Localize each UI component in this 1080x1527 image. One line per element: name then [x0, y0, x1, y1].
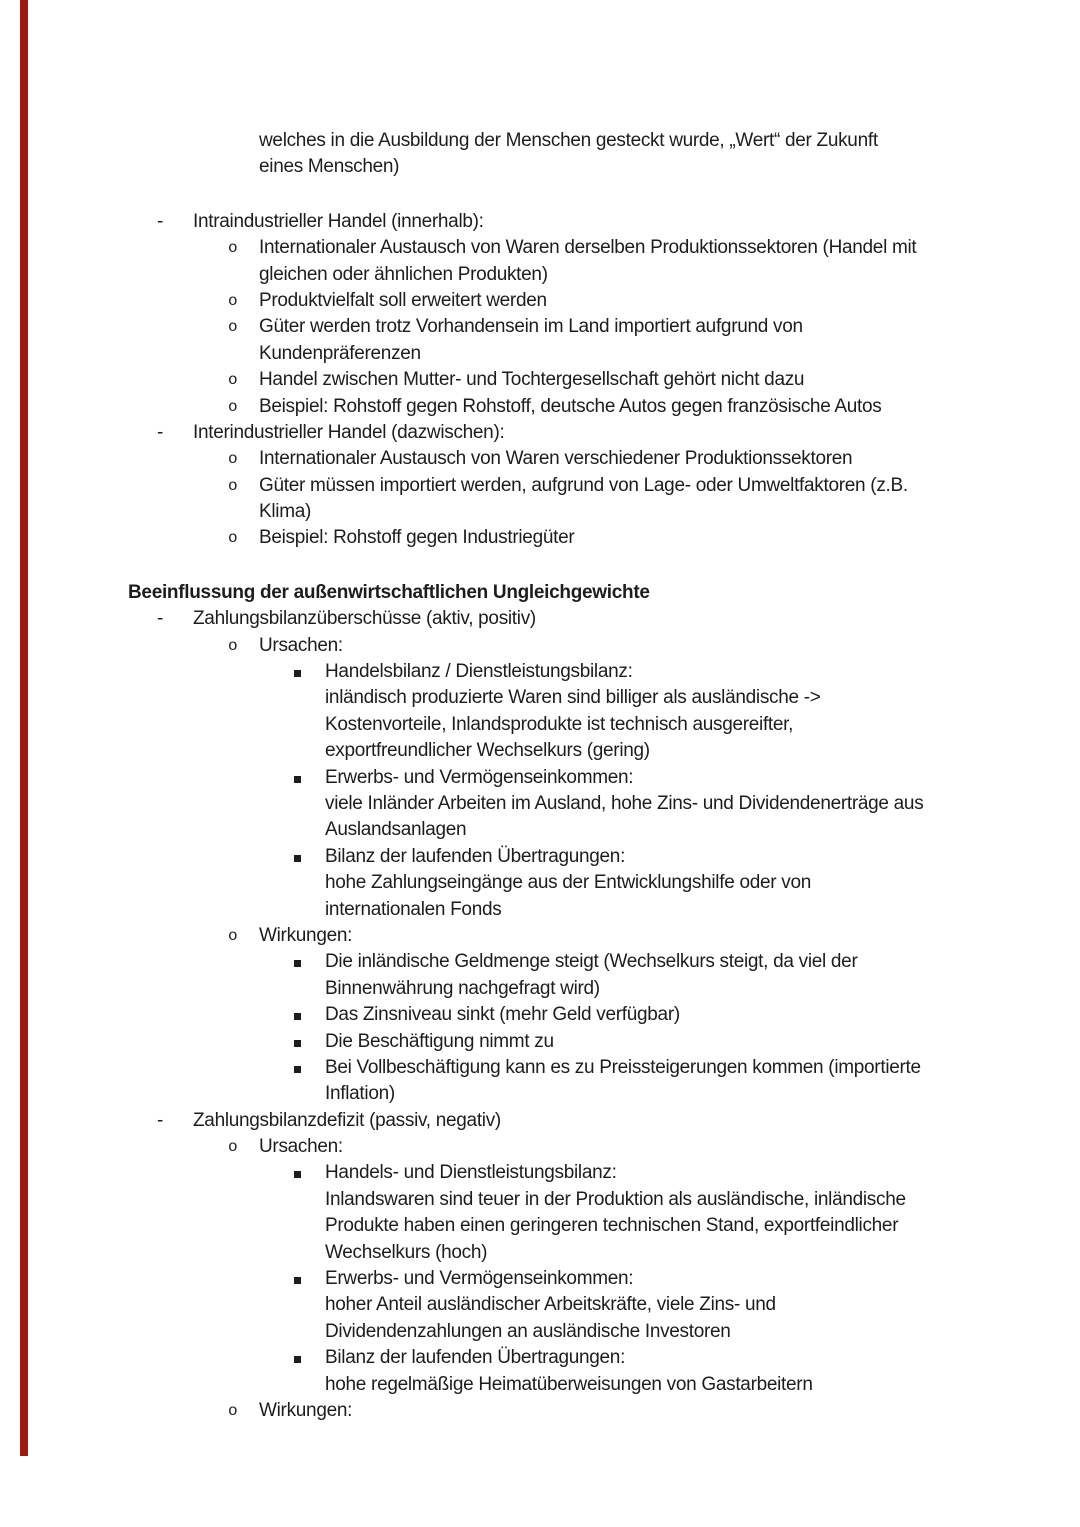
- document-line: [0, 1187, 1080, 1213]
- document-line: [0, 1240, 1080, 1266]
- document-line: [0, 1319, 1080, 1345]
- document-line: [0, 499, 1080, 525]
- line-text: Wechselkurs (hoch): [325, 1241, 488, 1263]
- line-text: Beeinflussung der außenwirtschaftlichen Ungleichgewichte: [128, 581, 650, 603]
- document-line: [0, 1345, 1080, 1371]
- line-text: Erwerbs- und Vermögenseinkommen:: [325, 1268, 634, 1290]
- document-line: [0, 1055, 1080, 1081]
- circle-bullet-icon: o: [228, 636, 238, 655]
- document-line: [0, 288, 1080, 314]
- line-text: Internationaler Austausch von Waren derselben Produktionssektoren (Handel mit: [259, 237, 917, 259]
- document-line: [0, 473, 1080, 499]
- line-text: Intraindustrieller Handel (innerhalb):: [193, 210, 484, 232]
- line-text: Zahlungsbilanzüberschüsse (aktiv, positiv): [193, 608, 536, 630]
- dash-bullet-icon: -: [157, 1109, 164, 1131]
- document-line: [0, 262, 1080, 288]
- line-text: Bilanz der laufenden Übertragungen:: [325, 1347, 626, 1369]
- document-line: [0, 949, 1080, 975]
- document-line: [0, 738, 1080, 764]
- line-text: hohe regelmäßige Heimatüberweisungen von Gastarbeitern: [325, 1373, 813, 1395]
- line-text: Dividendenzahlungen an ausländische Investoren: [325, 1320, 731, 1342]
- line-text: internationalen Fonds: [325, 898, 502, 920]
- line-text: Auslandsanlagen: [325, 819, 467, 841]
- document-line: [0, 844, 1080, 870]
- document-line: [0, 923, 1080, 949]
- document-line: [0, 1266, 1080, 1292]
- line-text: Handelsbilanz / Dienstleistungsbilanz:: [325, 661, 633, 683]
- line-text: Internationaler Austausch von Waren verschiedener Produktionssektoren: [259, 448, 853, 470]
- line-text: Ursachen:: [259, 1136, 343, 1158]
- line-text: hohe Zahlungseingänge aus der Entwicklungshilfe oder von: [325, 872, 811, 894]
- line-text: Wirkungen:: [259, 1399, 353, 1421]
- document-line: [0, 341, 1080, 367]
- document-line: [0, 897, 1080, 923]
- document-line: [0, 314, 1080, 340]
- document-line: [0, 606, 1080, 632]
- square-bullet-icon: [294, 776, 301, 783]
- document-line: [0, 420, 1080, 446]
- line-text: Erwerbs- und Vermögenseinkommen:: [325, 766, 634, 788]
- line-text: gleichen oder ähnlichen Produkten): [259, 263, 548, 285]
- circle-bullet-icon: o: [228, 239, 238, 258]
- line-text: inländisch produzierte Waren sind billiger als ausländische ->: [325, 687, 821, 709]
- line-text: Kundenpräferenzen: [259, 342, 421, 364]
- document-line: [0, 1081, 1080, 1107]
- line-text: Interindustrieller Handel (dazwischen):: [193, 421, 505, 443]
- square-bullet-icon: [294, 960, 301, 967]
- line-text: Güter werden trotz Vorhandensein im Land importiert aufgrund von: [259, 316, 803, 338]
- document-line: [0, 1292, 1080, 1318]
- document-line: [0, 154, 1080, 180]
- circle-bullet-icon: o: [228, 476, 238, 495]
- line-text: Die inländische Geldmenge steigt (Wechselkurs steigt, da viel der: [325, 951, 858, 973]
- line-text: welches in die Ausbildung der Menschen gesteckt wurde, „Wert“ der Zukunft: [259, 130, 878, 151]
- circle-bullet-icon: o: [228, 318, 238, 337]
- document-line: [0, 976, 1080, 1002]
- line-text: exportfreundlicher Wechselkurs (gering): [325, 740, 650, 762]
- document-line: [0, 1372, 1080, 1398]
- document-line: [0, 1108, 1080, 1134]
- line-text: Handels- und Dienstleistungsbilanz:: [325, 1162, 617, 1184]
- line-text: Beispiel: Rohstoff gegen Rohstoff, deutsche Autos gegen französische Autos: [259, 395, 882, 417]
- document-line: [0, 128, 1080, 154]
- square-bullet-icon: [294, 1277, 301, 1284]
- line-text: Klima): [259, 501, 312, 523]
- document-line: [0, 1029, 1080, 1055]
- line-text: Inflation): [325, 1083, 395, 1105]
- document-line: [0, 209, 1080, 235]
- document-line: [0, 367, 1080, 393]
- circle-bullet-icon: o: [228, 371, 238, 390]
- line-text: Produktvielfalt soll erweitert werden: [259, 289, 547, 311]
- circle-bullet-icon: o: [228, 397, 238, 416]
- circle-bullet-icon: o: [228, 1401, 238, 1420]
- square-bullet-icon: [294, 670, 301, 677]
- document-line: [0, 525, 1080, 551]
- circle-bullet-icon: o: [228, 1138, 238, 1157]
- line-text: Inlandswaren sind teuer in der Produktion als ausländische, inländische: [325, 1188, 906, 1210]
- circle-bullet-icon: o: [228, 450, 238, 469]
- line-text: Das Zinsniveau sinkt (mehr Geld verfügbar): [325, 1004, 680, 1026]
- document-line: [0, 791, 1080, 817]
- square-bullet-icon: [294, 1356, 301, 1363]
- document-line: [0, 659, 1080, 685]
- line-text: Die Beschäftigung nimmt zu: [325, 1030, 554, 1052]
- line-text: Produkte haben einen geringeren technischen Stand, exportfeindlicher: [325, 1215, 899, 1237]
- dash-bullet-icon: -: [157, 210, 164, 232]
- document-line: [0, 580, 1080, 606]
- circle-bullet-icon: o: [228, 926, 238, 945]
- square-bullet-icon: [294, 1066, 301, 1073]
- document-line: [0, 817, 1080, 843]
- line-text: Binnenwährung nachgefragt wird): [325, 977, 600, 999]
- dash-bullet-icon: -: [157, 608, 164, 630]
- square-bullet-icon: [294, 1171, 301, 1178]
- line-text: hoher Anteil ausländischer Arbeitskräfte, viele Zins- und: [325, 1294, 776, 1316]
- line-text: Wirkungen:: [259, 924, 353, 946]
- document-line: [0, 685, 1080, 711]
- document-line: [0, 394, 1080, 420]
- line-text: Zahlungsbilanzdefizit (passiv, negativ): [193, 1109, 501, 1131]
- document-line: [0, 765, 1080, 791]
- line-text: Kostenvorteile, Inlandsprodukte ist technisch ausgereifter,: [325, 713, 794, 735]
- document-line: [0, 712, 1080, 738]
- document-line: [0, 1398, 1080, 1424]
- square-bullet-icon: [294, 1040, 301, 1047]
- line-text: Bei Vollbeschäftigung kann es zu Preissteigerungen kommen (importierte: [325, 1056, 921, 1078]
- square-bullet-icon: [294, 1013, 301, 1020]
- document-line: [0, 1213, 1080, 1239]
- circle-bullet-icon: o: [228, 291, 238, 310]
- line-text: Güter müssen importiert werden, aufgrund von Lage- oder Umweltfaktoren (z.B.: [259, 474, 908, 496]
- document-line: [0, 870, 1080, 896]
- line-text: Ursachen:: [259, 634, 343, 656]
- document-line: [0, 446, 1080, 472]
- document-line: [0, 1134, 1080, 1160]
- document-line: [0, 235, 1080, 261]
- line-text: Bilanz der laufenden Übertragungen:: [325, 845, 626, 867]
- square-bullet-icon: [294, 855, 301, 862]
- document-line: [0, 633, 1080, 659]
- circle-bullet-icon: o: [228, 529, 238, 548]
- document-line: [0, 1160, 1080, 1186]
- line-text: Handel zwischen Mutter- und Tochtergesellschaft gehört nicht dazu: [259, 369, 805, 391]
- line-text: Beispiel: Rohstoff gegen Industriegüter: [259, 527, 575, 549]
- document-line: [0, 1002, 1080, 1028]
- line-text: eines Menschen): [259, 156, 400, 178]
- dash-bullet-icon: -: [157, 421, 164, 443]
- line-text: viele Inländer Arbeiten im Ausland, hohe Zins- und Dividendenerträge aus: [325, 792, 924, 814]
